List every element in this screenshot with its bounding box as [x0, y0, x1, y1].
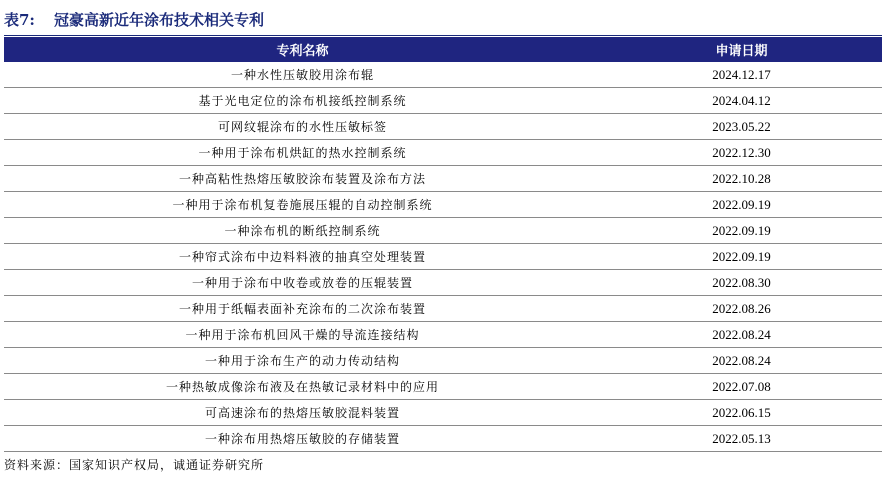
patent-table	[4, 37, 882, 452]
patent-name-cell: 一种用于涂布机回风干燥的导流连接结构	[4, 322, 601, 348]
application-date-cell: 2022.10.28	[601, 166, 882, 192]
patent-name-cell: 一种用于纸幅表面补充涂布的二次涂布装置	[4, 296, 601, 322]
application-date-cell: 2022.08.26	[601, 296, 882, 322]
patent-name-cell: 一种涂布机的断纸控制系统	[4, 218, 601, 244]
application-date-cell: 2022.09.19	[601, 192, 882, 218]
patent-table-body	[4, 62, 882, 452]
application-date-cell: 2022.08.24	[601, 348, 882, 374]
application-date-cell: 2023.05.22	[601, 114, 882, 140]
table-header-row	[4, 37, 882, 62]
table-title-text: 冠豪高新近年涂布技术相关专利	[54, 11, 265, 29]
patent-name-cell: 一种高粘性热熔压敏胶涂布装置及涂布方法	[4, 166, 601, 192]
table-row	[4, 374, 882, 400]
application-date-cell: 2022.08.24	[601, 322, 882, 348]
application-date-cell: 2022.08.30	[601, 270, 882, 296]
table-title	[4, 8, 264, 32]
table-row	[4, 400, 882, 426]
patent-name-cell: 基于光电定位的涂布机接纸控制系统	[4, 88, 601, 114]
table-row	[4, 166, 882, 192]
column-header-application-date: 申请日期	[601, 37, 882, 62]
table-row	[4, 62, 882, 88]
table-row	[4, 244, 882, 270]
table-row	[4, 426, 882, 452]
patent-name-cell: 一种热敏成像涂布液及在热敏记录材料中的应用	[4, 374, 601, 400]
source-note: 资料来源：国家知识产权局，诚通证券研究所	[4, 458, 265, 472]
patent-name-cell: 一种用于涂布中收卷或放卷的压辊装置	[4, 270, 601, 296]
table-row	[4, 140, 882, 166]
title-divider	[4, 35, 882, 36]
patent-name-cell: 一种用于涂布机复卷施展压辊的自动控制系统	[4, 192, 601, 218]
application-date-cell: 2022.05.13	[601, 426, 882, 452]
application-date-cell: 2022.12.30	[601, 140, 882, 166]
application-date-cell: 2022.06.15	[601, 400, 882, 426]
table-row	[4, 114, 882, 140]
application-date-cell: 2024.04.12	[601, 88, 882, 114]
patent-name-cell: 一种用于涂布机烘缸的热水控制系统	[4, 140, 601, 166]
patent-name-cell: 一种用于涂布生产的动力传动结构	[4, 348, 601, 374]
patent-name-cell: 一种涂布用热熔压敏胶的存储装置	[4, 426, 601, 452]
application-date-cell: 2022.07.08	[601, 374, 882, 400]
patent-name-cell: 可网纹辊涂布的水性压敏标签	[4, 114, 601, 140]
patent-name-cell: 一种水性压敏胶用涂布辊	[4, 62, 601, 88]
table-row	[4, 192, 882, 218]
patent-name-cell: 一种帘式涂布中边料料液的抽真空处理装置	[4, 244, 601, 270]
table-row	[4, 218, 882, 244]
table-row	[4, 296, 882, 322]
table-row	[4, 88, 882, 114]
table-row	[4, 270, 882, 296]
table-row	[4, 322, 882, 348]
application-date-cell: 2024.12.17	[601, 62, 882, 88]
patent-name-cell: 可高速涂布的热熔压敏胶混料装置	[4, 400, 601, 426]
application-date-cell: 2022.09.19	[601, 218, 882, 244]
table-number: 表7:	[4, 11, 35, 29]
application-date-cell: 2022.09.19	[601, 244, 882, 270]
table-row	[4, 348, 882, 374]
column-header-patent-name: 专利名称	[4, 37, 601, 62]
